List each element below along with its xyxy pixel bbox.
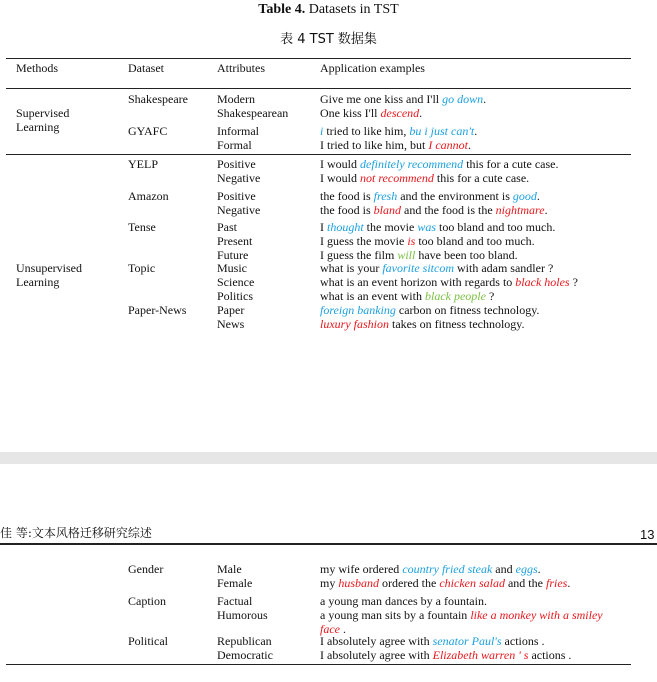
example-text: this for a cute case.	[463, 157, 559, 171]
attribute-cell: Future	[217, 248, 249, 262]
example-line	[320, 248, 518, 262]
method-supervised-line1: Supervised	[16, 106, 70, 120]
example-text: .	[537, 562, 541, 576]
example-text: this for a cute case.	[433, 171, 530, 185]
highlighted-phrase: nightmare	[495, 203, 545, 217]
highlighted-phrase: go down	[442, 92, 484, 106]
highlighted-phrase: good	[512, 189, 537, 203]
attribute-cell: Male	[217, 562, 242, 576]
attribute-cell: Humorous	[217, 608, 268, 622]
dataset-cell: Shakespeare	[128, 92, 188, 106]
highlighted-phrase: bland	[373, 203, 402, 217]
example-text: and	[492, 562, 516, 576]
method-unsupervised-line1: Unsupervised	[16, 261, 82, 275]
page-number: 13	[640, 527, 655, 542]
highlighted-phrase: bu i just can't	[409, 124, 475, 138]
example-line	[320, 275, 578, 289]
example-text: tried to like him,	[323, 124, 410, 138]
example-text: .	[536, 189, 540, 203]
dataset-cell: GYAFC	[128, 124, 168, 138]
top-rule	[6, 58, 631, 59]
example-text: I absolutely agree with	[320, 648, 433, 662]
attribute-cell: Politics	[217, 289, 254, 303]
example-text: too bland and too much.	[436, 220, 556, 234]
example-text: the food is	[320, 203, 374, 217]
highlighted-phrase: definitely recommend	[360, 157, 464, 171]
highlighted-phrase: face	[320, 622, 340, 636]
attribute-cell: News	[217, 317, 245, 331]
example-line	[320, 317, 525, 331]
table-caption-label: Table 4.	[258, 2, 306, 17]
example-text: the food is	[320, 189, 374, 203]
example-line	[320, 189, 540, 203]
example-text: .	[419, 106, 423, 120]
attribute-cell: Informal	[217, 124, 259, 138]
highlighted-phrase: like a monkey with a smiley	[470, 608, 603, 622]
attribute-cell: Factual	[217, 594, 253, 608]
attribute-cell: Positive	[217, 189, 256, 203]
attribute-cell: Science	[217, 275, 255, 289]
example-text: and the	[504, 576, 546, 590]
example-line	[320, 203, 548, 217]
example-text: .	[483, 92, 487, 106]
highlighted-phrase: i	[320, 124, 324, 138]
running-head: 佳 等:文本风格迁移研究综述	[0, 526, 152, 540]
highlighted-phrase: I cannot	[428, 138, 468, 152]
highlighted-phrase: senator Paul's	[432, 634, 502, 648]
example-line	[320, 608, 603, 622]
dataset-cell: Political	[128, 634, 168, 648]
example-text: actions .	[528, 648, 572, 662]
example-text: actions .	[501, 634, 545, 648]
attribute-cell: Past	[217, 220, 238, 234]
example-text: my wife ordered	[320, 562, 403, 576]
page-top-rule	[0, 543, 657, 545]
example-text: too bland and too much.	[415, 234, 535, 248]
example-text: and the food is the	[401, 203, 496, 217]
attribute-cell: Present	[217, 234, 253, 248]
example-line	[320, 138, 471, 152]
method-supervised-line2: Learning	[16, 120, 60, 134]
section-rule	[6, 154, 631, 155]
example-text: I absolutely agree with	[320, 634, 433, 648]
highlighted-phrase: fresh	[373, 189, 398, 203]
highlighted-phrase: black holes	[515, 275, 570, 289]
example-line	[320, 220, 555, 234]
example-text: ordered the	[379, 576, 440, 590]
example-text: carbon on fitness technology.	[395, 303, 540, 317]
example-text: I guess the film	[320, 248, 398, 262]
highlighted-phrase: foreign banking	[320, 303, 396, 317]
example-text: I tried to like him, but	[320, 138, 429, 152]
example-line	[320, 92, 486, 106]
dataset-cell: Caption	[128, 594, 166, 608]
highlighted-phrase: was	[417, 220, 437, 234]
header-application-examples: Application examples	[320, 61, 425, 75]
example-text: a young man dances by a fountain.	[320, 594, 487, 608]
example-line	[320, 648, 571, 662]
attribute-cell: Negative	[217, 171, 261, 185]
example-text: takes on fitness technology.	[389, 317, 525, 331]
header-methods: Methods	[16, 61, 58, 75]
example-line	[320, 303, 539, 317]
attribute-cell: Negative	[217, 203, 261, 217]
method-supervised	[16, 106, 69, 134]
attribute-cell: Formal	[217, 138, 252, 152]
example-text: what is an event horizon with regards to	[320, 275, 516, 289]
example-text: and the environment is	[397, 189, 513, 203]
example-text: I would	[320, 171, 360, 185]
highlighted-phrase: Elizabeth warren ' s	[432, 648, 529, 662]
highlighted-phrase: thought	[327, 220, 364, 234]
example-line	[320, 289, 494, 303]
example-text: .	[474, 124, 478, 138]
example-text: I	[320, 220, 327, 234]
table-caption	[0, 2, 657, 18]
example-line	[320, 234, 535, 248]
example-text: the movie	[363, 220, 418, 234]
highlighted-phrase: husband	[338, 576, 380, 590]
example-line	[320, 171, 529, 185]
dataset-cell: Topic	[128, 261, 156, 275]
example-text: with adam sandler ?	[453, 261, 554, 275]
highlighted-phrase: descend	[380, 106, 420, 120]
example-text: I guess the movie	[320, 234, 408, 248]
table-caption-chinese: 表 4 TST 数据集	[280, 32, 377, 47]
dataset-cell: Amazon	[128, 189, 169, 203]
example-line	[320, 124, 477, 138]
header-rule	[6, 88, 631, 89]
attribute-cell: Paper	[217, 303, 245, 317]
table-caption-text: Datasets in TST	[305, 2, 399, 17]
example-line	[320, 106, 422, 120]
highlighted-phrase: is	[407, 234, 416, 248]
dataset-cell: Tense	[128, 220, 156, 234]
attribute-cell: Female	[217, 576, 253, 590]
example-line	[320, 634, 545, 648]
header-dataset: Dataset	[128, 61, 164, 75]
example-text: .	[467, 138, 471, 152]
highlighted-phrase: chicken salad	[439, 576, 505, 590]
example-text: what is an event with	[320, 289, 425, 303]
page-gap	[0, 452, 657, 464]
highlighted-phrase: country fried steak	[402, 562, 493, 576]
example-text: ?	[485, 289, 495, 303]
example-text: have been too bland.	[415, 248, 518, 262]
attribute-cell: Positive	[217, 157, 256, 171]
highlighted-phrase: fries	[545, 576, 568, 590]
example-text: .	[567, 576, 571, 590]
attribute-cell: Republican	[217, 634, 272, 648]
highlighted-phrase: not recommend	[360, 171, 434, 185]
example-line	[320, 576, 570, 590]
attribute-cell: Music	[217, 261, 247, 275]
dataset-cell: Paper-News	[128, 303, 187, 317]
highlighted-phrase: eggs	[515, 562, 538, 576]
example-text: a young man sits by a fountain	[320, 608, 471, 622]
example-text: One kiss I'll	[320, 106, 381, 120]
example-text: ?	[569, 275, 578, 289]
attribute-cell: Shakespearean	[217, 106, 289, 120]
example-text: I would	[320, 157, 360, 171]
example-line	[320, 157, 558, 171]
example-line	[320, 261, 553, 275]
highlighted-phrase: luxury fashion	[320, 317, 389, 331]
method-unsupervised-line2: Learning	[16, 275, 60, 289]
example-line	[320, 562, 541, 576]
dataset-cell: YELP	[128, 157, 158, 171]
bottom-rule	[6, 664, 631, 665]
header-attributes: Attributes	[217, 61, 265, 75]
highlighted-phrase: black people	[424, 289, 486, 303]
example-text: .	[544, 203, 548, 217]
dataset-cell: Gender	[128, 562, 164, 576]
example-text: what is your	[320, 261, 383, 275]
highlighted-phrase: favorite sitcom	[382, 261, 454, 275]
attribute-cell: Modern	[217, 92, 255, 106]
example-text: my	[320, 576, 339, 590]
example-text: Give me one kiss and I'll	[320, 92, 443, 106]
example-text: .	[340, 622, 346, 636]
highlighted-phrase: will	[397, 248, 416, 262]
example-line	[320, 594, 487, 608]
method-unsupervised	[16, 261, 82, 289]
attribute-cell: Democratic	[217, 648, 273, 662]
